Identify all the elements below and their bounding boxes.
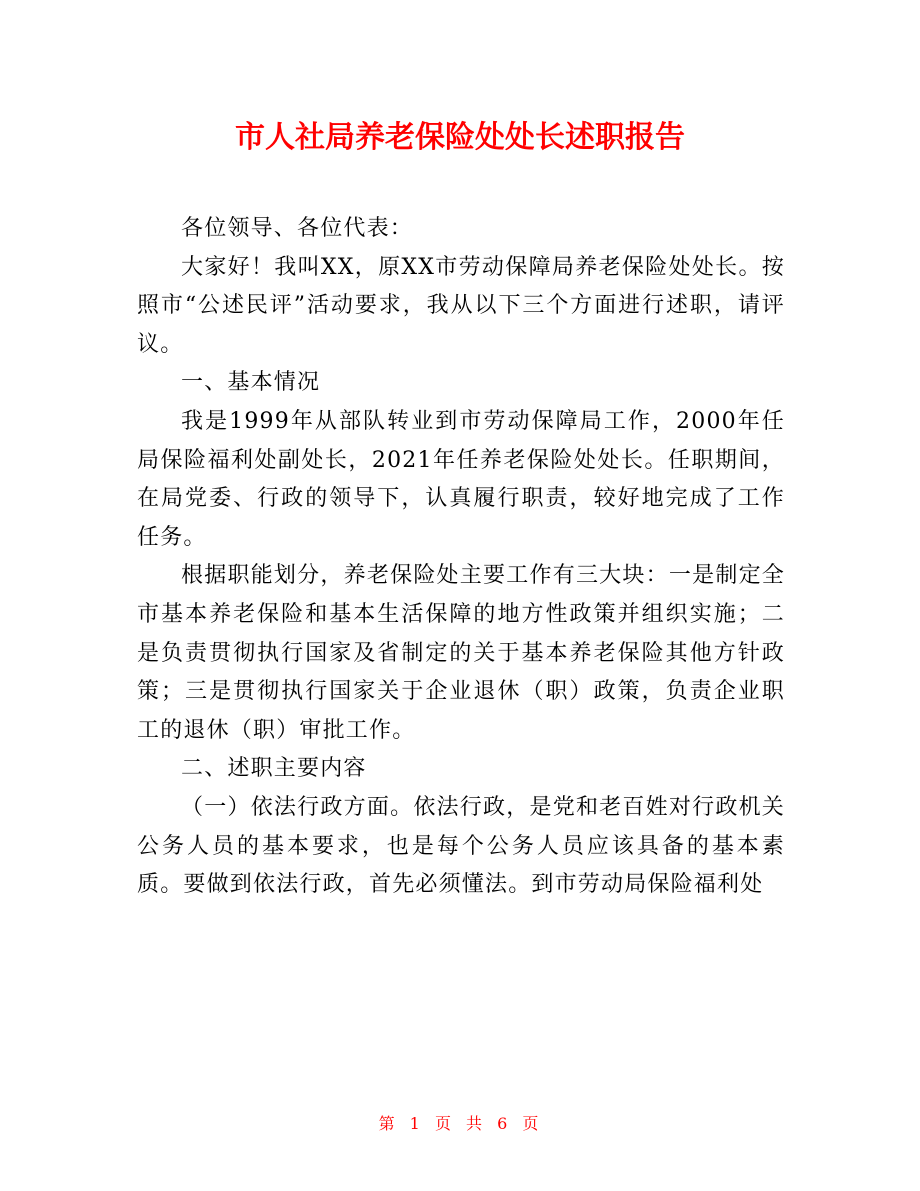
document-title: 市人社局养老保险处处长述职报告 (235, 120, 685, 155)
section-heading-basic-info: 一、基本情况 (181, 370, 321, 396)
section-heading-main-content: 二、述职主要内容 (181, 756, 367, 782)
paragraph-salutation: 各位领导、各位代表： (181, 216, 414, 241)
paragraph-career: 我是1999年从部队转业到市劳动保障局工作，2000年任局保险福利处副处长，2021年任养老保险处处长。任职期间，在局党委、行政的领导下，认真履行职责，较好地完成了工作任务。 (137, 408, 785, 550)
paragraph-duties: 根据职能划分，养老保险处主要工作有三大块：一是制定全市基本养老保险和基本生活保障的地方性政策并组织实施；二是负责贯彻执行国家及省制定的关于基本养老保险其他方针政策；三是贯彻执行国家关于企业退休（职）政策，负责企业职工的退休（职）审批工作。 (137, 563, 785, 743)
paragraph-greeting: 大家好！我叫XX，原XX市劳动保障局养老保险处处长。按照市“公述民评”活动要求，我从以下三个方面进行述职，请评议。 (137, 254, 785, 357)
paragraph-lawful-administration: （一）依法行政方面。依法行政，是党和老百姓对行政机关公务人员的基本要求，也是每个公务人员应该具备的基本素质。要做到依法行政，首先必须懂法。到市劳动局保险福利处 (137, 794, 785, 898)
page-number-footer: 第 1 页 共 6 页 (378, 1114, 542, 1133)
document-body (137, 210, 785, 905)
